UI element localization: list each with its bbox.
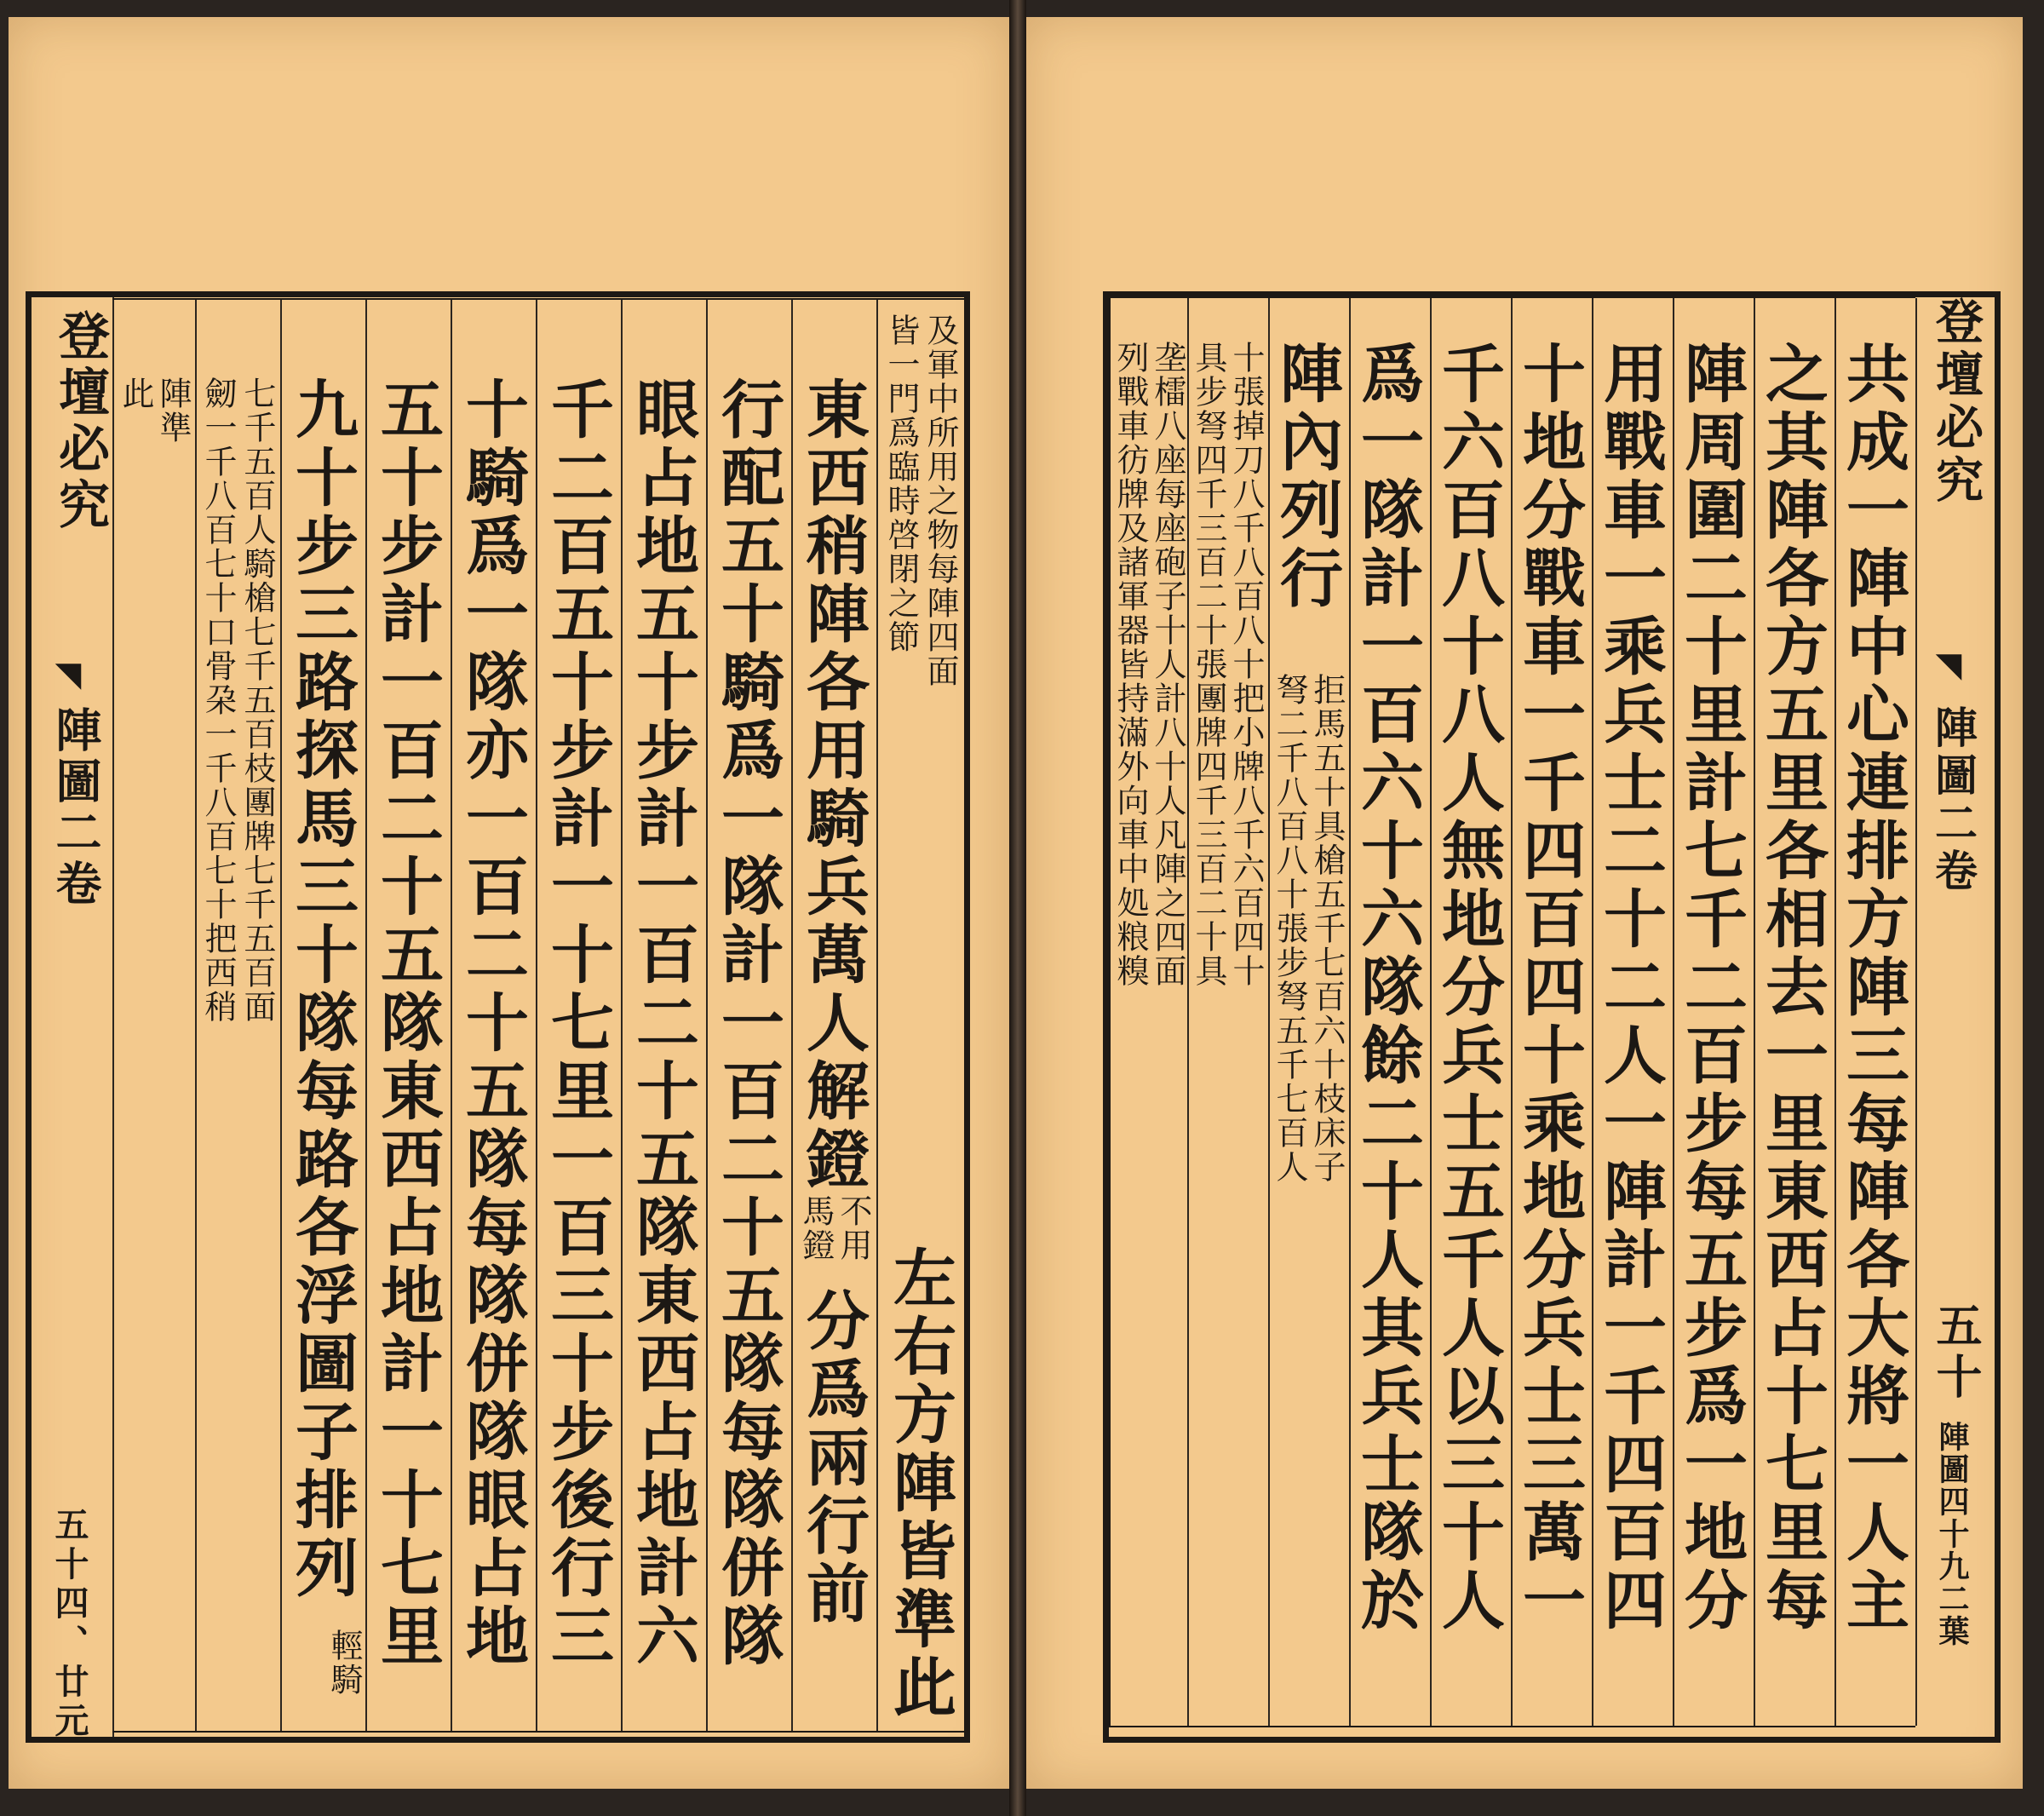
right-book-title: 登壇必究 xyxy=(1928,296,1984,508)
left-col-10-note-b: 此 xyxy=(117,376,154,411)
right-col-1 xyxy=(1834,298,1917,1726)
left-col-9 xyxy=(195,300,282,1731)
right-col-5 xyxy=(1511,298,1593,1726)
left-col-5-text: 千二百五十步計一十七里一百三十步後行三 xyxy=(541,376,614,1671)
right-col-8-text: 陣內列行 xyxy=(1270,341,1343,613)
right-text-area xyxy=(1109,296,1915,1727)
left-col-4-text: 眼占地五十步計一百二十五隊東西占地計六 xyxy=(626,376,699,1671)
right-col-10-note-a: 垄檑八座每座砲子十人計八十人凡陣之四面 xyxy=(1149,341,1186,988)
left-col-1-note-b: 皆一門爲臨時啓閉之節 xyxy=(882,313,920,654)
right-col-10 xyxy=(1111,298,1189,1726)
left-col-1-note-a: 及軍中所用之物每陣四面 xyxy=(922,313,959,688)
right-col-6-text: 千六百八十八人無地分兵士五千人以三十人 xyxy=(1432,341,1505,1635)
right-col-5-text: 十地分戰車一千四百四十乘地分兵士三萬一 xyxy=(1513,341,1586,1635)
left-fold-mark-icon: ◥ xyxy=(49,655,88,699)
left-page xyxy=(9,17,1009,1789)
left-col-9-note-a: 七千五百人騎槍七千五百枝團牌七千五百面 xyxy=(238,376,276,1024)
left-col-2-text: 東西稍陣各用騎兵萬人解鐙 xyxy=(796,376,870,1194)
right-col-3-text: 陣周圍二十里計七千二百步每五步爲一地分 xyxy=(1674,341,1748,1635)
left-col-9-note-b: 劒一千八百七十口骨朶一千八百七十把西稍 xyxy=(199,376,237,1024)
left-folio-label: 五十四、廿元 xyxy=(49,1507,89,1742)
left-col-5 xyxy=(536,300,623,1731)
right-col-1-text: 共成一陣中心連排方陣三每陣各大將一人主 xyxy=(1836,341,1909,1635)
left-col-3-text: 行配五十騎爲一隊計一百二十五隊每隊併隊 xyxy=(711,376,784,1671)
left-col-6-text: 十騎爲一隊亦一百二十五隊每隊併隊眼占地 xyxy=(456,376,529,1671)
left-col-2-tail: 分爲兩行前 xyxy=(796,1288,870,1629)
right-folio-note: 陣圖四十九二葉 xyxy=(1934,1421,1970,1647)
left-col-10-note-a: 陣準 xyxy=(154,376,192,445)
left-col-10 xyxy=(112,300,197,1731)
right-col-8 xyxy=(1268,298,1351,1726)
right-page xyxy=(1026,17,2023,1789)
left-col-1-tail: 左右方陣皆準此 xyxy=(883,1245,956,1722)
left-col-4 xyxy=(621,300,708,1731)
right-col-7 xyxy=(1349,298,1432,1726)
left-col-2 xyxy=(791,300,878,1731)
right-col-6 xyxy=(1430,298,1513,1726)
right-col-2 xyxy=(1754,298,1836,1726)
left-section-label: 陣圖二卷 xyxy=(49,706,103,911)
left-book-title: 登壇必究 xyxy=(50,309,110,534)
left-col-2-note-b: 馬鐙 xyxy=(797,1194,835,1262)
right-col-2-text: 之其陣各方五里各相去一里東西占十七里每 xyxy=(1755,341,1829,1635)
right-folio-number: 五十 xyxy=(1929,1302,1984,1404)
right-section-label: 陣圖二卷 xyxy=(1928,705,1978,896)
left-col-8 xyxy=(280,300,367,1731)
right-col-4-text: 用戰車一乘兵士二十二人一陣計一千四百四 xyxy=(1593,341,1667,1635)
left-col-7 xyxy=(365,300,452,1731)
left-col-7-text: 五十步計一百二十五隊東西占地計一十七里 xyxy=(370,376,444,1671)
right-col-3 xyxy=(1673,298,1755,1726)
left-col-2-note-a: 不用 xyxy=(835,1194,872,1262)
book-gutter xyxy=(1009,0,1026,1816)
left-col-1 xyxy=(876,300,962,1731)
right-margin-column xyxy=(1914,296,1986,1724)
right-col-9-note-b: 具步弩四千三百二十張團牌四千三百二十具 xyxy=(1190,341,1227,988)
right-col-9-note-a: 十張掉刀八千八百八十把小牌八千六百四十 xyxy=(1227,341,1265,988)
right-col-8-note-b: 弩二千八百八十張步弩五千七百人 xyxy=(1271,673,1308,1184)
left-text-area xyxy=(112,298,966,1733)
right-col-10-note-b: 列戰車彷牌及諸軍器皆持滿外向車中処粮糗 xyxy=(1111,341,1149,988)
left-col-8-note: 輕騎 xyxy=(325,1629,363,1697)
right-col-9 xyxy=(1187,298,1270,1726)
left-col-6 xyxy=(451,300,537,1731)
right-col-7-text: 爲一隊計一百六十六隊餘二十人其兵士隊於 xyxy=(1351,341,1424,1635)
left-margin-column xyxy=(32,297,114,1742)
right-col-4 xyxy=(1592,298,1674,1726)
left-col-8-text: 九十步三路探馬三十隊每路各浮圖子排列 xyxy=(285,376,359,1603)
right-fold-mark-icon: ◥ xyxy=(1929,646,1968,690)
left-col-3 xyxy=(706,300,793,1731)
right-col-8-note-a: 拒馬五十具槍五千七百六十枝床子 xyxy=(1308,673,1346,1184)
